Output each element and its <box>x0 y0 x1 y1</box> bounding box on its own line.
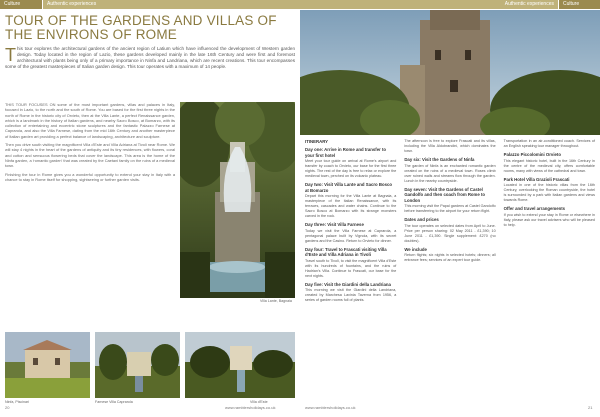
column-2 <box>404 139 495 305</box>
dates-heading: Dates and prices <box>404 217 439 222</box>
day-text: The afternoon is free to explore Frascati and its villas, including the Villa Aldobrandini, which dominates the town. <box>404 139 496 153</box>
day-heading: Day six: Visit the Gardens of Ninfa <box>404 157 475 162</box>
lead-text: his tour explores the architectural gardens of the ancient region of Latium which have influenced the development of Western garden design. Today located in the region of Lazio, these gardens developed mainly in the late 16th Century and were first and foremost architectural with plants being only of a primary importance in Ninfa and Landriana, which are recent creations. This tour encompasses some of the greatest masterpieces of Italian garden design. This tour operates with a maximum of 14 people. <box>5 46 295 70</box>
day-heading: Day three: Visit Villa Farnese <box>305 222 364 227</box>
hotel-heading: Park Hotel Villa Grazioli Frascati <box>503 176 570 182</box>
dates-text: The tour operates on selected dates from April to June. Price per person sharing: 02 May 2011 - £1,390; 10 June 2011 - £1,390. Single supplement: £270 (no doubles). <box>404 223 496 243</box>
ninfa-caption: Ninfa, Piscinari <box>5 400 29 404</box>
main-photo-caption: Villa Lante, Bagnaia <box>260 299 292 303</box>
article-title: TOUR OF THE GARDENS AND VILLAS OF THE ENVIRONS OF ROME <box>5 13 277 42</box>
footer-url-left[interactable]: www.ramblersholidays.co.uk <box>225 405 276 410</box>
hotel-heading: Palazzo Piccolomini Orvieto <box>503 152 561 157</box>
article-intro <box>5 14 295 70</box>
right-section-label: Culture <box>558 0 600 9</box>
itinerary-columns <box>305 139 595 305</box>
section-heading: ITINERARY <box>305 139 328 144</box>
day-heading: Day two: Visit Villa Lante and Sacro Bosco at Bomarzo <box>305 182 392 193</box>
farnese-caption: Farnese Villa Caprarola <box>95 400 133 404</box>
header-bar <box>0 0 600 9</box>
villa-deste-illustration <box>185 332 295 398</box>
column-1 <box>305 139 396 305</box>
includes-heading: We include <box>404 246 427 252</box>
left-section-label: Culture <box>0 0 42 9</box>
villa-deste-photo <box>185 332 295 398</box>
body-paragraph: Finishing the tour in Rome gives you a wonderful opportunity to extend your stay in Italy with a chance to stay in Rome itself for shopping, sightseeing or further garden visits. <box>5 171 175 182</box>
includes-text: Transportation in an air-conditioned coach. Services of an English speaking tour manager throughout. <box>503 139 595 148</box>
castle-illustration <box>300 10 600 135</box>
ninfa-illustration <box>5 332 90 398</box>
day-text: Travel south to Tivoli, to visit the magnificent Villa d'Este with its hundreds of fountains, and the ruins of Hadrian's Villa. Continue to Frascati, our base for the next nights. <box>305 258 397 278</box>
page-number-right: 21 <box>588 405 593 410</box>
offer-text: If you wish to extend your stay in Rome or elsewhere in Italy, please ask our travel advisers who will be pleased to help. <box>503 212 595 227</box>
dropcap: T <box>5 45 16 65</box>
page-number-left: 20 <box>5 405 10 410</box>
day-text: Today we visit the Villa Farnese at Caprarola, a pentagonal palace built by Vignola, with its secret gardens and the Casino. Return to Orvieto for dinner. <box>305 228 397 243</box>
day-heading: Day five: Visit the Giardini della Landriana <box>305 281 391 287</box>
column-3 <box>504 139 595 305</box>
includes-text: Return flights; six nights in selected hotels; dinners; all entrance fees; services of an expert tour guide. <box>404 253 496 262</box>
castle-photo <box>300 10 600 135</box>
day-text: The garden of Ninfa is an enchanted romantic garden created on the ruins of a medieval town. Roses climb over ruined walls and streams flow through the garden. Lunch in the nearby countryside. <box>404 163 496 183</box>
body-paragraph: Then you drive south visiting the magnificent Villa d'Este and Villa Adriana at Tivoli near Rome. We will stay 4 nights in the heart of the gardens of antiquity and its tiny residences, with flowers, coral and cotton and sensuous flowering beds that cover the landscape. This area is the home of the Ninfa garden, a 'romantic garden' that was created by the Caetani family on the ruins of a medieval town. <box>5 142 175 169</box>
left-header-title: Authentic experiences <box>42 0 300 9</box>
day-text: Depart this morning for the Villa Lante at Bagnaia, a masterpiece of the Italian Renaissance, with its terraces, cascades and water chains. Continue to the Sacro Bosco at Bomarzo with its strange monsters carved in the rock. <box>305 194 397 218</box>
hotel-text: Located in one of the historic villas from the 16th Century, overlooking the Roman countryside, the hotel is surrounded by a park with Italian gardens and views towards Rome. <box>503 183 595 202</box>
farnese-photo <box>95 332 180 398</box>
day-text: This morning visit the Papal gardens at Castel Gandolfo before transferring to the airport for your return flight. <box>404 204 496 213</box>
farnese-illustration <box>95 332 180 398</box>
footer-url-right[interactable]: www.ramblersholidays.co.uk <box>305 405 356 410</box>
day-heading: Day one: Arrive in Rome and transfer to your first hotel <box>305 147 387 158</box>
garden-illustration <box>180 102 295 298</box>
body-paragraph: THIS TOUR FOCUSES ON some of the most important gardens, villas and palaces in Italy, focused in Lazio, to the north and the south of Rome. You are based for the first three nights in the north of Rome in the historic city of Orvieto, then at the Villa Lante, a perfect Renaissance garden, which is a landmark in the history of Italian gardens, and nearby Sacro Bosco, at Bomarzo, with its collection of entertaining and eccentric stone sculptures and the fantastic Palazzo Farnese at Caprarola, and also the Villa Farnese, dating from the mid 16th Century and another masterpiece of Italian garden art providing a perfect balance of landscaping, architecture and sculpture. <box>5 102 175 139</box>
villa-lante-photo <box>180 102 295 298</box>
left-body-column <box>5 102 175 185</box>
ninfa-photo <box>5 332 90 398</box>
hotel-text: This elegant historic hotel, built in the 16th Century in the centre of the medieval city, offers comfortable rooms, many with views of the cathedral and town. <box>503 158 595 173</box>
offer-heading: Offer and travel arrangements <box>503 206 566 211</box>
day-text: This morning we visit the Giardini della Landriana, created by Marchesa Lavinia Taverna from 1956, a series of garden rooms full of plants. <box>305 288 397 302</box>
article-lead <box>5 46 295 70</box>
villa-deste-caption: Villa d'Este <box>250 400 268 404</box>
day-text: Meet your tour guide on arrival at Rome's airport and transfer by coach to Orvieto, our base for the first three nights. The rest of the day is free to relax or explore the medieval town, perched on its volcanic plateau. <box>305 159 397 178</box>
day-heading: Day four: Travel to Frascati visiting Villa d'Este and Villa Adriana in Tivoli <box>305 246 387 257</box>
day-heading: Day seven: Visit the Gardens of Castel Gandolfo and then coach from Rome to London <box>404 186 486 203</box>
right-header-title: Authentic experiences <box>300 0 558 9</box>
